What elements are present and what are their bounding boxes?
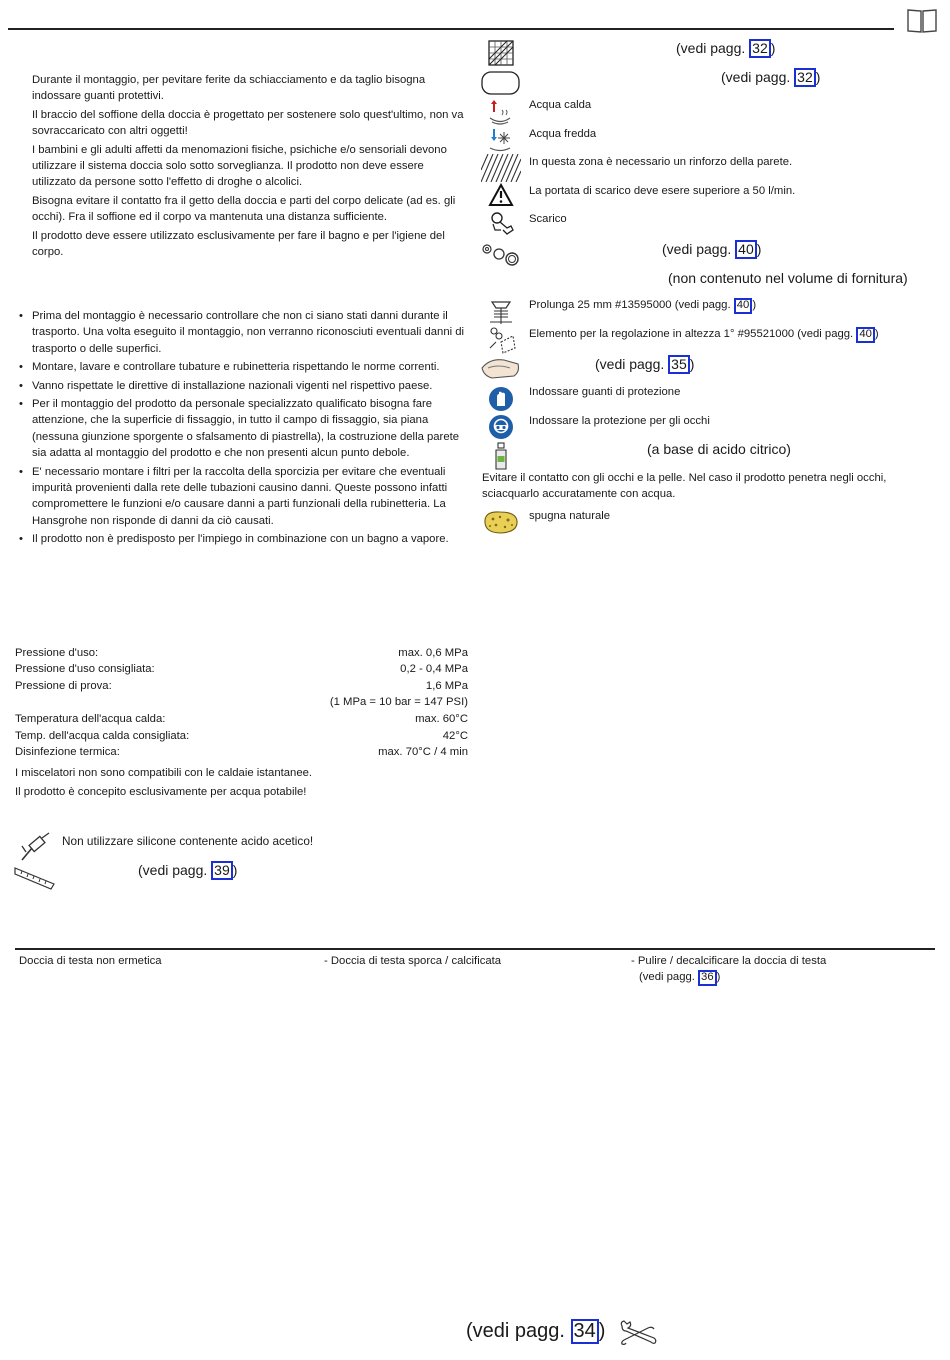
list-item: • Per il montaggio del prodotto da personale specializzato qualificato bisogna fare attenzione, che la superficie di fissaggio, in tutto il campo di fissaggio, sia piana (nessuna giunzione sporgente o sfalsamento di piastrella), la costruzione della parete sia adatta al montaggio del prodotto e che non presenti alcun punto debole. (16, 396, 468, 462)
page-ref-32-b: (vedi pagg. 32 ) (721, 69, 821, 85)
safety-para: Il prodotto deve essere utilizzato esclusivamente per fare il bagno e per l'igiene del corpo. (32, 229, 445, 259)
page-ref-39: (vedi pagg. 39 ) (138, 862, 238, 878)
list-item: • Vanno rispettate le direttive di installazione nazionali vigenti nel rispettivo paese. (16, 378, 468, 394)
spec-row: (1 MPa = 10 bar = 147 PSI) (329, 696, 468, 708)
drain-icon (487, 210, 515, 236)
page-link-34[interactable]: 34 (571, 1319, 599, 1344)
parts-icon (481, 241, 523, 267)
warning-triangle-icon (488, 183, 514, 207)
wall-reinforce-label: In questa zona è necessario un rinforzo della parete. (529, 156, 793, 168)
page-link-40[interactable]: 40 (735, 240, 757, 259)
page-link-35[interactable]: 35 (668, 355, 690, 374)
spec-row: Pressione d'uso consigliata: 0,2 - 0,4 MPa (15, 663, 468, 675)
grid-icon (488, 40, 514, 66)
trouble-remedy: - Pulire / decalcificare la doccia di testa (631, 955, 827, 967)
hatch-icon (481, 154, 521, 182)
safety-para: Durante il montaggio, per pevitare ferite da schiacciamento e da taglio bisogna indossare guanti protettivi. (32, 74, 426, 103)
cold-water-label: Acqua fredda (529, 128, 597, 140)
spec-row: Pressione di prova: 1,6 MPa (15, 680, 468, 692)
list-item: • Montare, lavare e controllare tubature e rubinetteria rispettando le norme correnti. (16, 359, 468, 375)
safety-para: Bisogna evitare il contatto fra il getto della doccia e parti del corpo delicate (ad es. gli occhi). Fra il soffione ed il corpo va mantenuta una distanza sufficiente. (32, 194, 456, 224)
hot-water-label: Acqua calda (529, 99, 592, 111)
safety-para: I bambini e gli adulti affetti da menomazioni fisiche, psichiche e/o sensoriali devono utilizzare il sistema doccia solo sotto sorveglianza. Il prodotto non deve essere utilizzato da persone sotto l'effetto di droghe o alcolici. (32, 143, 447, 189)
list-item: • Il prodotto non è predisposto per l'impiego in combinazione con un bagno a vapore. (16, 531, 468, 547)
page-link-40[interactable]: 40 (734, 298, 753, 314)
trouble-rule (15, 948, 935, 950)
install-notes (16, 308, 468, 550)
goggles-icon (488, 414, 514, 440)
sponge-label: spugna naturale (529, 510, 611, 522)
hot-water-icon (486, 98, 514, 126)
silicone-gun-icon (18, 832, 52, 862)
cold-water-icon (486, 126, 514, 154)
spec-row: Pressione d'uso: max. 0,6 MPa (15, 647, 468, 659)
goggles-label: Indossare la protezione per gli occhi (529, 415, 710, 427)
page-ref-36: (vedi pagg. 36 ) (639, 969, 720, 986)
list-item: • E' necessario montare i filtri per la raccolta della sporcizia per evitare che eventuali impurità provenienti dalla rete delle tubazioni causino danni. Queste possono infatti compromettere le funzioni e/o causare danni a parti funzionali della rubinetteria. La Hansgrohe non risponde di danni da ciò causati. (16, 464, 468, 530)
silicone-note: Non utilizzare silicone contenente acido acetico! (62, 834, 314, 848)
sponge-icon (482, 508, 520, 536)
height-adjust-icon (487, 326, 517, 354)
page-link-39[interactable]: 39 (211, 861, 233, 880)
list-item: • Prima del montaggio è necessario controllare che non ci siano stati danni durante il trasporto. Una volta eseguito il montaggio, non verranno riconosciuti eventuali danni di trasporto o delle superfici. (16, 308, 468, 357)
cleaning-cloth-icon (480, 354, 522, 382)
safety-block (32, 72, 470, 260)
extension-icon (486, 298, 516, 326)
drain-label: Scarico (529, 213, 567, 225)
extension-label: Prolunga 25 mm #13595000 (vedi pagg. 40 ) (529, 297, 756, 314)
trouble-problem: Doccia di testa non ermetica (19, 955, 162, 967)
spec-note: I miscelatori non sono compatibili con le caldaie istantanee. (15, 767, 313, 779)
citric-label: (a base di acido citrico) (647, 441, 791, 457)
not-included-label: (non contenuto nel volume di fornitura) (668, 270, 908, 286)
gloves-icon (488, 386, 514, 412)
page-ref-35: (vedi pagg. 35 ) (595, 356, 695, 372)
book-icon (906, 8, 938, 34)
page-link-40[interactable]: 40 (856, 327, 875, 343)
spec-row: Disinfezione termica: max. 70°C / 4 min (15, 746, 468, 758)
safety-para: Il braccio del soffione della doccia è progettato per sostenere solo quest'ultimo, non va sovraccaricato con altri oggetti! (32, 108, 464, 138)
spec-note: Il prodotto è concepito esclusivamente per acqua potabile! (15, 786, 307, 798)
header-rule (8, 28, 894, 30)
page-link-36[interactable]: 36 (698, 970, 717, 986)
page-ref-40-a: (vedi pagg. 40 ) (662, 241, 762, 257)
wrench-icon (618, 1320, 658, 1346)
spec-row: Temp. dell'acqua calda consigliata: 42°C (15, 730, 468, 742)
ruler-icon (14, 864, 56, 890)
page-link-32[interactable]: 32 (749, 39, 771, 58)
drain-flow-label: La portata di scarico deve esere superiore a 50 l/min. (529, 185, 796, 197)
spec-row: Temperatura dell'acqua calda: max. 60°C (15, 713, 468, 725)
height-adjust-label: Elemento per la regolazione in altezza 1° #95521000 (vedi pagg. 40 ) (529, 326, 879, 343)
gloves-label: Indossare guanti di protezione (529, 386, 681, 398)
eye-warning: Evitare il contatto con gli occhi e la pelle. Nel caso il prodotto penetra negli occhi, sciacquarlo accuratamente con acqua. (482, 472, 887, 501)
rounded-rect-icon (481, 70, 521, 96)
page-ref-32-a: (vedi pagg. 32 ) (676, 40, 776, 56)
bottle-icon (493, 442, 509, 470)
page-ref-34: (vedi pagg. 34 ) (466, 1320, 606, 1342)
trouble-cause: - Doccia di testa sporca / calcificata (324, 955, 502, 967)
page-link-32[interactable]: 32 (794, 68, 816, 87)
